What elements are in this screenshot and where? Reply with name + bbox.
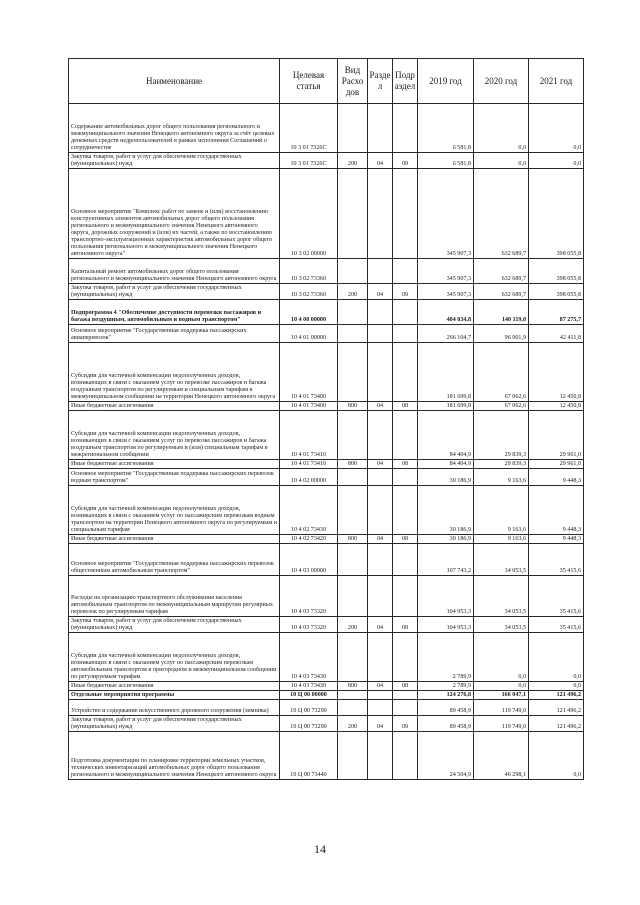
row-name: Иные бюджетные ассигнования: [69, 535, 280, 544]
row-section: [368, 691, 393, 700]
row-target-article: 10 3 02 73360: [280, 259, 338, 284]
row-value-2020: 119 749,0: [474, 700, 529, 716]
row-expense-kind: 200: [338, 284, 368, 300]
row-expense-kind: [338, 411, 368, 460]
row-expense-kind: 200: [338, 617, 368, 633]
row-expense-kind: 800: [338, 535, 368, 544]
row-name: Основное мероприятие "Государственная поддержка пассажирских перевозок водным транспортом": [69, 469, 280, 486]
row-value-2021: 9 448,3: [529, 469, 584, 486]
row-value-2019: 124 276,8: [418, 691, 474, 700]
header-section: Разде л: [368, 59, 393, 104]
table-row: [69, 300, 584, 325]
row-target-article: 10 Ц 00 00000: [280, 691, 338, 700]
row-value-2020: 96 901,9: [474, 325, 529, 343]
row-name: Субсидии для частичной компенсации недополученных доходов, возникающих в связи с оказанием услуг по перевозке пассажиров и багажа воздушным транспортом по регулируемым и специальным тарифам в межмуниципальном сообщении на территории Ненецкого автономного округа: [69, 343, 280, 402]
row-value-2021: 121 496,2: [529, 700, 584, 716]
row-expense-kind: [338, 325, 368, 343]
row-value-2020: 67 062,6: [474, 402, 529, 411]
row-value-2019: 30 186,9: [418, 535, 474, 544]
row-subsection: [393, 411, 418, 460]
row-value-2019: 89 458,9: [418, 716, 474, 732]
table-row: [69, 284, 584, 300]
table-row: [69, 343, 584, 402]
table-row: [69, 104, 584, 153]
row-value-2019: 30 186,9: [418, 469, 474, 486]
row-expense-kind: [338, 700, 368, 716]
row-subsection: 09: [393, 716, 418, 732]
row-value-2019: 345 907,3: [418, 284, 474, 300]
header-2021: 2021 год: [529, 59, 584, 104]
row-section: [368, 576, 393, 617]
row-subsection: [393, 343, 418, 402]
row-section: [368, 486, 393, 535]
row-value-2019: 24 504,9: [418, 732, 474, 780]
row-expense-kind: 200: [338, 153, 368, 169]
row-expense-kind: [338, 691, 368, 700]
table-row: [69, 732, 584, 780]
table-row: [69, 411, 584, 460]
table-row: [69, 460, 584, 469]
row-value-2020: 0,0: [474, 633, 529, 682]
row-expense-kind: 800: [338, 682, 368, 691]
row-name: Закупка товаров, работ и услуг для обеспечения государственных (муниципальных) нужд: [69, 716, 280, 732]
row-value-2021: 29 961,0: [529, 460, 584, 469]
row-name: Отдельные мероприятия программы: [69, 691, 280, 700]
row-target-article: 10 Ц 00 73290: [280, 700, 338, 716]
row-name: Субсидии для частичной компенсации недополученных доходов, возникающих в связи с оказанием услуг по пассажирским перевозкам водным транспортом на территории Ненецкого автономного округа по регулируемым и специальным тарифам: [69, 486, 280, 535]
row-value-2021: 12 450,8: [529, 402, 584, 411]
row-value-2021: 121 496,2: [529, 716, 584, 732]
table-row: [69, 682, 584, 691]
row-expense-kind: 800: [338, 402, 368, 411]
row-value-2019: 2 789,9: [418, 682, 474, 691]
table-header-row: [69, 59, 584, 104]
row-expense-kind: [338, 544, 368, 576]
row-value-2021: 0,0: [529, 633, 584, 682]
row-value-2019: 6 581,8: [418, 153, 474, 169]
row-value-2019: 84 404,9: [418, 411, 474, 460]
row-expense-kind: [338, 732, 368, 780]
row-target-article: 10 Ц 00 73440: [280, 732, 338, 780]
row-value-2019: 404 034,8: [418, 300, 474, 325]
row-section: 04: [368, 617, 393, 633]
table-row: [69, 700, 584, 716]
row-value-2021: 121 496,2: [529, 691, 584, 700]
row-target-article: 10 4 02 73430: [280, 486, 338, 535]
row-target-article: 10 3 01 7326С: [280, 153, 338, 169]
row-expense-kind: [338, 300, 368, 325]
table-row: [69, 691, 584, 700]
row-expense-kind: [338, 343, 368, 402]
row-value-2020: 632 689,7: [474, 259, 529, 284]
row-value-2020: 632 689,7: [474, 169, 529, 259]
row-target-article: 10 4 01 73410: [280, 411, 338, 460]
row-section: [368, 343, 393, 402]
row-subsection: [393, 469, 418, 486]
row-value-2020: 29 839,3: [474, 460, 529, 469]
table-row: [69, 576, 584, 617]
row-section: 04: [368, 682, 393, 691]
row-value-2020: 29 839,3: [474, 411, 529, 460]
row-expense-kind: [338, 104, 368, 153]
row-section: [368, 259, 393, 284]
row-value-2021: 398 055,8: [529, 169, 584, 259]
row-name: Расходы на организацию транспортного обслуживания населения автомобильным транспортом по межмуниципальным маршрутам регулярных перевозок по регулируемым тарифам: [69, 576, 280, 617]
row-subsection: [393, 486, 418, 535]
row-expense-kind: 800: [338, 460, 368, 469]
row-name: Иные бюджетные ассигнования: [69, 460, 280, 469]
row-expense-kind: [338, 469, 368, 486]
budget-table: [68, 58, 584, 780]
row-value-2019: 107 743,2: [418, 544, 474, 576]
table-row: [69, 469, 584, 486]
row-target-article: 10 4 01 73410: [280, 460, 338, 469]
row-section: 04: [368, 535, 393, 544]
row-target-article: 10 4 03 73320: [280, 617, 338, 633]
row-value-2019: 181 699,8: [418, 402, 474, 411]
row-section: [368, 325, 393, 343]
row-name: Основное мероприятие "Государственная поддержка пассажирских авиаперевозок": [69, 325, 280, 343]
row-value-2021: 35 415,6: [529, 544, 584, 576]
row-subsection: [393, 169, 418, 259]
row-target-article: 10 3 02 73360: [280, 284, 338, 300]
row-target-article: 10 4 02 73420: [280, 535, 338, 544]
row-value-2019: 345 907,3: [418, 169, 474, 259]
row-subsection: 08: [393, 682, 418, 691]
row-subsection: [393, 633, 418, 682]
row-value-2021: 42 411,8: [529, 325, 584, 343]
row-section: 04: [368, 460, 393, 469]
row-expense-kind: [338, 576, 368, 617]
row-expense-kind: 200: [338, 716, 368, 732]
row-name: Капитальный ремонт автомобильных дорог общего пользования регионального и межмуниципального значения Ненецкого автономного округа: [69, 259, 280, 284]
row-section: 04: [368, 716, 393, 732]
header-name: Наименование: [69, 59, 280, 104]
row-target-article: 10 4 02 00000: [280, 469, 338, 486]
row-value-2021: 0,0: [529, 104, 584, 153]
row-name: Устройство и содержание искусственного дорожного сооружения (зимника): [69, 700, 280, 716]
row-value-2021: 0,0: [529, 153, 584, 169]
header-expense-kind: Вид Расхо дов: [338, 59, 368, 104]
row-expense-kind: [338, 259, 368, 284]
row-target-article: 10 3 01 7326С: [280, 104, 338, 153]
row-subsection: 08: [393, 617, 418, 633]
row-value-2020: 0,0: [474, 153, 529, 169]
row-subsection: 09: [393, 284, 418, 300]
row-subsection: [393, 325, 418, 343]
row-name: Иные бюджетные ассигнования: [69, 402, 280, 411]
row-name: Закупка товаров, работ и услуг для обеспечения государственных (муниципальных) нужд: [69, 153, 280, 169]
row-section: [368, 300, 393, 325]
table-row: [69, 153, 584, 169]
row-section: [368, 732, 393, 780]
row-expense-kind: [338, 633, 368, 682]
row-name: Содержание автомобильных дорог общего пользования регионального и межмуниципального значения Ненецкого автономного округа за счёт целевых денежных средств недропользователей в рамках исполнения Соглашений о сотрудничестве: [69, 104, 280, 153]
row-target-article: 10 4 03 73430: [280, 633, 338, 682]
row-target-article: 10 4 01 00000: [280, 325, 338, 343]
table-row: [69, 486, 584, 535]
row-subsection: 08: [393, 460, 418, 469]
header-target-article: Целевая статья: [280, 59, 338, 104]
row-value-2020: 140 119,0: [474, 300, 529, 325]
row-subsection: [393, 300, 418, 325]
row-name: Подготовка документации по планировке территории земельных участков, технических инвентаризаций автомобильных дорог общего пользования регионального и межмуниципального значения Ненецкого автономного округа: [69, 732, 280, 780]
row-target-article: 10 4 00 00000: [280, 300, 338, 325]
row-target-article: 10 Ц 00 73290: [280, 716, 338, 732]
row-value-2020: 46 298,1: [474, 732, 529, 780]
row-value-2020: 9 163,6: [474, 486, 529, 535]
row-subsection: 08: [393, 402, 418, 411]
row-value-2021: 9 448,3: [529, 535, 584, 544]
row-value-2019: 84 404,9: [418, 460, 474, 469]
row-name: Основное мероприятие "Государственная поддержка пассажирских перевозок общественным автомобильным транспортом": [69, 544, 280, 576]
row-value-2020: 0,0: [474, 682, 529, 691]
row-subsection: [393, 576, 418, 617]
row-target-article: 10 4 03 73320: [280, 576, 338, 617]
row-value-2020: 67 062,6: [474, 343, 529, 402]
row-name: Субсидии для частичной компенсации недополученных доходов, возникающих в связи с оказанием услуг по перевозке пассажиров и багажа воздушным транспортом по регулируемым и (или) специальным тарифам в межрегиональном сообщении: [69, 411, 280, 460]
row-value-2019: 104 953,3: [418, 617, 474, 633]
table-row: [69, 633, 584, 682]
row-subsection: [393, 259, 418, 284]
row-section: 04: [368, 153, 393, 169]
row-value-2021: 12 450,8: [529, 343, 584, 402]
table-row: [69, 259, 584, 284]
table-row: [69, 544, 584, 576]
row-section: [368, 104, 393, 153]
table-row: [69, 716, 584, 732]
row-name: Закупка товаров, работ и услуг для обеспечения государственных (муниципальных) нужд: [69, 617, 280, 633]
row-value-2021: 35 415,6: [529, 617, 584, 633]
row-value-2019: 89 458,9: [418, 700, 474, 716]
row-section: [368, 169, 393, 259]
row-name: Основное мероприятие "Комплекс работ по замене и (или) восстановлению конструктивных элементов автомобильных дорог общего пользования регионального и межмуниципального значения Ненецкого автономного округа, дорожных сооружений и (или) их частей, а также по восстановлению транспортно-эксплуатационных характеристик автомобильных дорог общего пользования регионального и межмуниципального значения Ненецкого автономного округа": [69, 169, 280, 259]
row-section: 04: [368, 284, 393, 300]
row-value-2021: 0,0: [529, 732, 584, 780]
row-value-2020: 34 053,5: [474, 576, 529, 617]
row-value-2019: 181 699,8: [418, 343, 474, 402]
row-value-2021: 0,0: [529, 682, 584, 691]
row-section: [368, 469, 393, 486]
row-value-2020: 9 163,6: [474, 469, 529, 486]
row-value-2020: 166 047,1: [474, 691, 529, 700]
row-value-2021: 398 055,8: [529, 284, 584, 300]
row-value-2019: 345 907,3: [418, 259, 474, 284]
page-number: 14: [314, 842, 326, 856]
row-target-article: 10 4 03 00000: [280, 544, 338, 576]
row-section: [368, 544, 393, 576]
row-name: Закупка товаров, работ и услуг для обеспечения государственных (муниципальных) нужд: [69, 284, 280, 300]
row-value-2019: 6 581,8: [418, 104, 474, 153]
row-value-2019: 2 789,9: [418, 633, 474, 682]
row-subsection: [393, 691, 418, 700]
row-value-2021: 87 275,7: [529, 300, 584, 325]
header-2019: 2019 год: [418, 59, 474, 104]
row-subsection: [393, 700, 418, 716]
row-target-article: 10 4 01 73400: [280, 343, 338, 402]
row-value-2019: 30 186,9: [418, 486, 474, 535]
table-row: [69, 617, 584, 633]
row-name: Субсидии для частичной компенсации недополученных доходов, возникающих в связи с оказанием услуг по пассажирским перевозкам автомобильным транспортом в пригородном и межмуниципальном сообщении по регулируемым тарифам: [69, 633, 280, 682]
row-value-2020: 34 053,5: [474, 617, 529, 633]
table-body: [69, 104, 584, 780]
row-subsection: [393, 104, 418, 153]
row-value-2020: 9 163,6: [474, 535, 529, 544]
header-subsection: Подр аздел: [393, 59, 418, 104]
row-value-2021: 9 448,3: [529, 486, 584, 535]
header-2020: 2020 год: [474, 59, 529, 104]
table-row: [69, 325, 584, 343]
row-target-article: 10 3 02 00000: [280, 169, 338, 259]
row-section: [368, 633, 393, 682]
table-row: [69, 402, 584, 411]
table-row: [69, 535, 584, 544]
row-section: [368, 411, 393, 460]
row-value-2020: 0,0: [474, 104, 529, 153]
row-target-article: 10 4 01 73400: [280, 402, 338, 411]
row-subsection: 08: [393, 535, 418, 544]
row-name: Иные бюджетные ассигнования: [69, 682, 280, 691]
row-value-2019: 104 953,3: [418, 576, 474, 617]
row-subsection: [393, 732, 418, 780]
row-expense-kind: [338, 169, 368, 259]
row-target-article: 10 4 03 73430: [280, 682, 338, 691]
row-value-2020: 632 689,7: [474, 284, 529, 300]
row-value-2020: 119 749,0: [474, 716, 529, 732]
row-name: Подпрограмма 4 "Обеспечение доступности перевозки пассажиров и багажа воздушным, автомобильным и водным транспортом": [69, 300, 280, 325]
row-section: 04: [368, 402, 393, 411]
row-value-2021: 398 055,8: [529, 259, 584, 284]
row-subsection: 09: [393, 153, 418, 169]
table-row: [69, 169, 584, 259]
row-subsection: [393, 544, 418, 576]
row-expense-kind: [338, 486, 368, 535]
row-value-2020: 34 053,5: [474, 544, 529, 576]
row-value-2019: 266 104,7: [418, 325, 474, 343]
row-section: [368, 700, 393, 716]
row-value-2021: 35 415,6: [529, 576, 584, 617]
row-value-2021: 29 961,0: [529, 411, 584, 460]
